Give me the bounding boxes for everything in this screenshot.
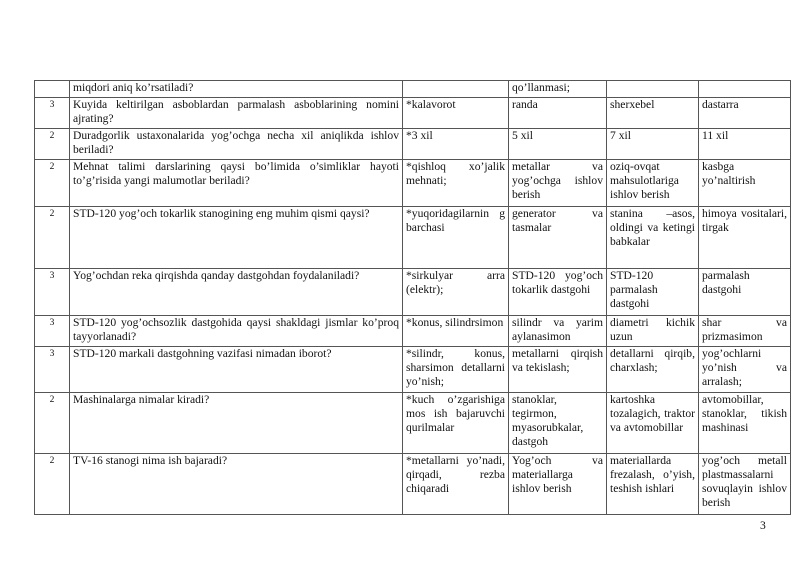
correct-answer-cell: *metallarni yo’nadi, qirqadi, rezba chiqaradi <box>403 454 509 515</box>
correct-answer-cell: *sirkulyar arra (elektr); <box>403 269 509 316</box>
answer-option-cell: parmalash dastgohi <box>699 269 791 316</box>
difficulty-cell: 3 <box>35 98 70 129</box>
question-cell: Duradgorlik ustaxonalarida yog’ochga necha xil aniqlikda ishlov beriladi? <box>70 129 403 160</box>
answer-option-cell: qo’llanmasi; <box>509 81 607 98</box>
question-cell: STD-120 yog’och tokarlik stanogining eng muhim qismi qaysi? <box>70 207 403 269</box>
table-row <box>35 347 791 393</box>
answer-option-cell: oziq-ovqat mahsulotlariga ishlov berish <box>607 160 699 207</box>
table-row <box>35 81 791 98</box>
question-cell: Mashinalarga nimalar kiradi? <box>70 393 403 454</box>
correct-answer-cell: *3 xil <box>403 129 509 160</box>
answer-option-cell: 7 xil <box>607 129 699 160</box>
difficulty-cell: 2 <box>35 207 70 269</box>
difficulty-cell <box>35 81 70 98</box>
answer-option-cell <box>607 81 699 98</box>
answer-option-cell: 11 xil <box>699 129 791 160</box>
table-row <box>35 393 791 454</box>
table-row <box>35 316 791 347</box>
answer-option-cell: stanoklar, tegirmon, myasorubkalar, dastgoh <box>509 393 607 454</box>
question-cell: Mehnat talimi darslarining qaysi bo’limida o’simliklar hayoti to’g’risida yangi malumotlar beriladi? <box>70 160 403 207</box>
difficulty-cell: 2 <box>35 160 70 207</box>
difficulty-cell: 3 <box>35 269 70 316</box>
question-cell: Yog’ochdan reka qirqishda qanday dastgohdan foydalaniladi? <box>70 269 403 316</box>
answer-option-cell: STD-120 parmalash dastgohi <box>607 269 699 316</box>
correct-answer-cell: *silindr, konus, sharsimon detallarni yo’nish; <box>403 347 509 393</box>
table-row <box>35 269 791 316</box>
answer-option-cell <box>699 81 791 98</box>
question-cell: TV-16 stanogi nima ish bajaradi? <box>70 454 403 515</box>
answer-option-cell: detallarni qirqib, charxlash; <box>607 347 699 393</box>
table-row <box>35 160 791 207</box>
answer-option-cell: sherxebel <box>607 98 699 129</box>
answer-option-cell: Yog’och va materiallarga ishlov berish <box>509 454 607 515</box>
correct-answer-cell <box>403 81 509 98</box>
answer-option-cell: randa <box>509 98 607 129</box>
correct-answer-cell: *qishloq xo’jalik mehnati; <box>403 160 509 207</box>
correct-answer-cell: *konus, silindrsimon <box>403 316 509 347</box>
difficulty-cell: 2 <box>35 129 70 160</box>
answer-option-cell: kartoshka tozalagich, traktor va avtomobillar <box>607 393 699 454</box>
answer-option-cell: metallar va yog’ochga ishlov berish <box>509 160 607 207</box>
correct-answer-cell: *kalavorot <box>403 98 509 129</box>
answer-option-cell: yog’och metall plastmassalarni sovuqlayin ishlov berish <box>699 454 791 515</box>
answer-option-cell: STD-120 yog’och tokarlik dastgohi <box>509 269 607 316</box>
question-cell: miqdori aniq ko’rsatiladi? <box>70 81 403 98</box>
quiz-table-body <box>35 81 791 515</box>
answer-option-cell: diametri kichik uzun <box>607 316 699 347</box>
table-row <box>35 207 791 269</box>
page-number: 3 <box>760 519 766 532</box>
quiz-table <box>34 80 791 515</box>
answer-option-cell: silindr va yarim aylanasimon <box>509 316 607 347</box>
correct-answer-cell: *kuch o’zgarishiga mos ish bajaruvchi qurilmalar <box>403 393 509 454</box>
difficulty-cell: 2 <box>35 454 70 515</box>
answer-option-cell: dastarra <box>699 98 791 129</box>
answer-option-cell: kasbga yo’naltirish <box>699 160 791 207</box>
difficulty-cell: 3 <box>35 347 70 393</box>
answer-option-cell: materiallarda frezalash, o’yish, teshish ishlari <box>607 454 699 515</box>
question-cell: STD-120 yog’ochsozlik dastgohida qaysi shakldagi jismlar ko’proq tayyorlanadi? <box>70 316 403 347</box>
table-row <box>35 454 791 515</box>
answer-option-cell: stanina –asos, oldingi va ketingi babkalar <box>607 207 699 269</box>
correct-answer-cell: *yuqoridagilarnin g barchasi <box>403 207 509 269</box>
answer-option-cell: shar va prizmasimon <box>699 316 791 347</box>
answer-option-cell: yog’ochlarni yo’nish va arralash; <box>699 347 791 393</box>
table-row <box>35 129 791 160</box>
answer-option-cell: metallarni qirqish va tekislash; <box>509 347 607 393</box>
answer-option-cell: generator va tasmalar <box>509 207 607 269</box>
answer-option-cell: himoya vositalari, tirgak <box>699 207 791 269</box>
question-cell: Kuyida keltirilgan asboblardan parmalash asboblarining nomini ajrating? <box>70 98 403 129</box>
answer-option-cell: avtomobillar, stanoklar, tikish mashinasi <box>699 393 791 454</box>
table-row <box>35 98 791 129</box>
difficulty-cell: 3 <box>35 316 70 347</box>
difficulty-cell: 2 <box>35 393 70 454</box>
question-cell: STD-120 markali dastgohning vazifasi nimadan iborot? <box>70 347 403 393</box>
answer-option-cell: 5 xil <box>509 129 607 160</box>
